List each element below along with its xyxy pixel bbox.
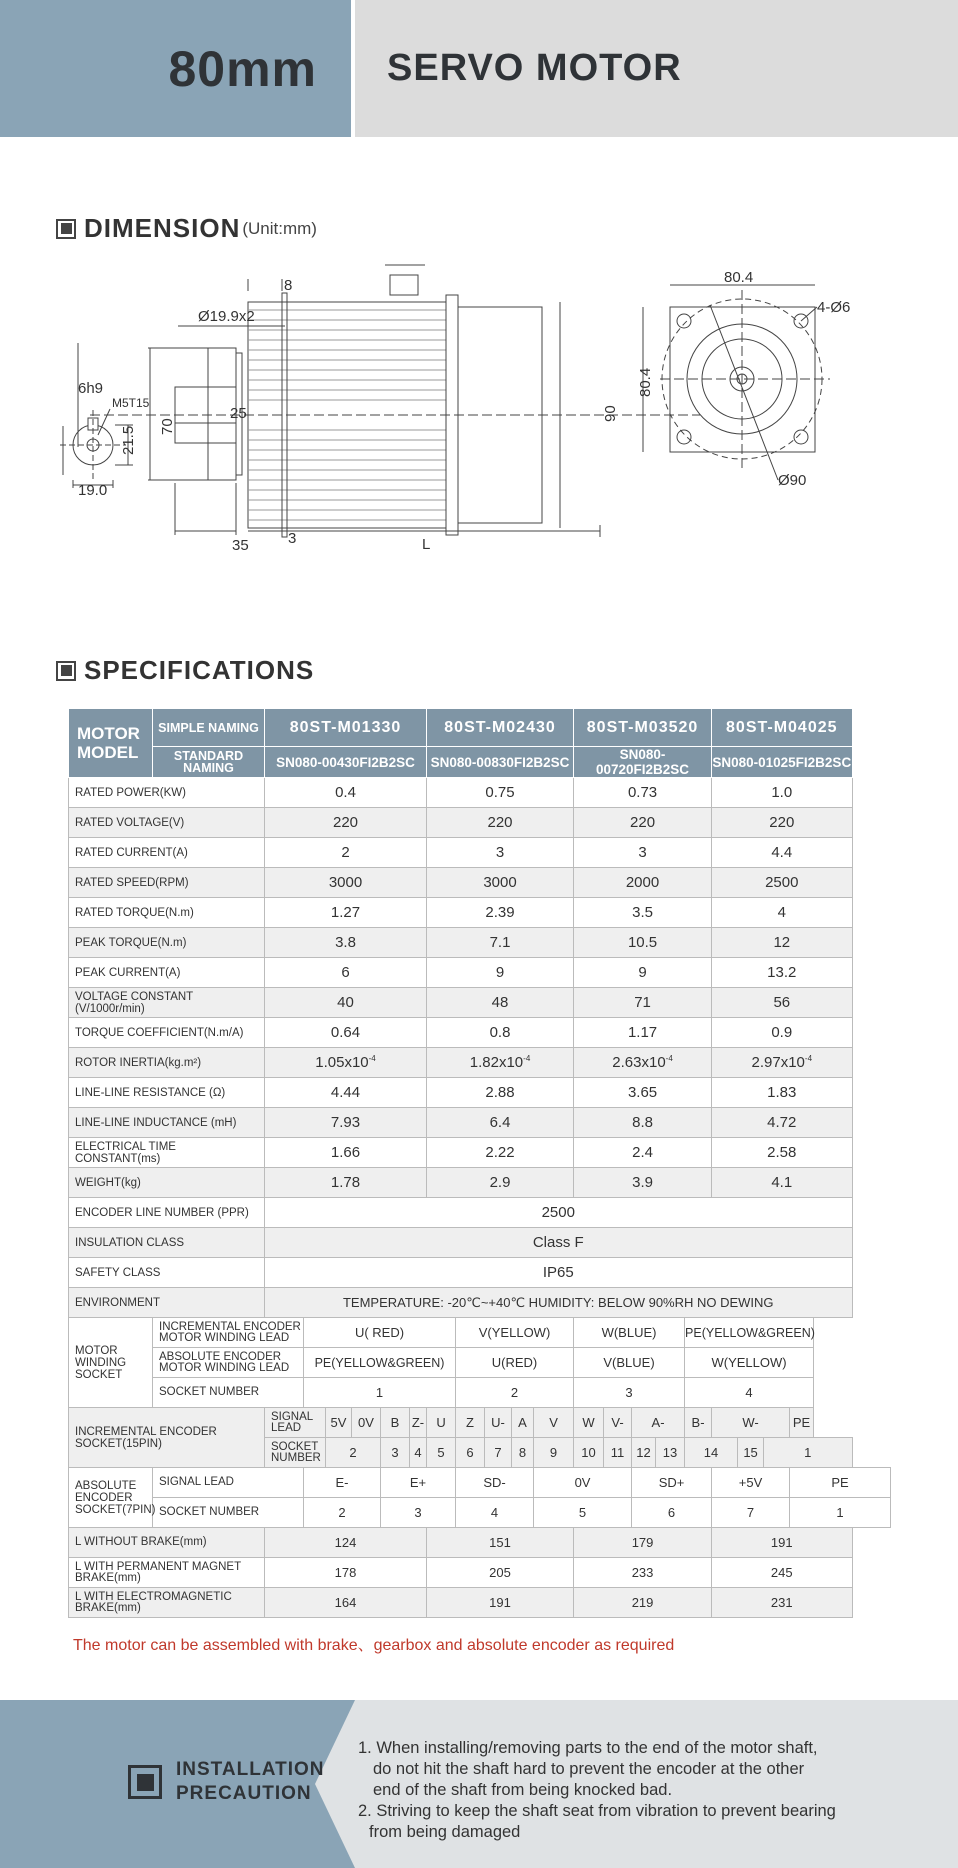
pin-number: 13 bbox=[656, 1438, 685, 1468]
sub-label: ABSOLUTE ENCODER MOTOR WINDING LEAD bbox=[153, 1348, 304, 1378]
cell: 3000 bbox=[427, 868, 574, 898]
dim-mount-holes: 4-Ø6 bbox=[817, 299, 851, 316]
cell: 1.0 bbox=[712, 778, 852, 808]
row-label: L WITHOUT BRAKE(mm) bbox=[69, 1528, 265, 1558]
cell: 3 bbox=[427, 838, 574, 868]
row-label: RATED TORQUE(N.m) bbox=[69, 898, 265, 928]
table-row bbox=[69, 1258, 891, 1288]
cell: 4 bbox=[712, 898, 852, 928]
simple-naming-label: SIMPLE NAMING bbox=[153, 709, 265, 747]
dim-flange-width: 80.4 bbox=[724, 269, 754, 286]
standard-4: SN080-01025FI2B2SC bbox=[712, 747, 852, 778]
row-label: PEAK TORQUE(N.m) bbox=[69, 928, 265, 958]
header-title-block bbox=[355, 0, 958, 137]
pin-number: 7 bbox=[712, 1498, 790, 1528]
dim-pitch-circle: Ø90 bbox=[778, 472, 807, 489]
cell: U(RED) bbox=[456, 1348, 574, 1378]
cell: 191 bbox=[712, 1528, 852, 1558]
pin-number: 10 bbox=[574, 1438, 604, 1468]
row-label: LINE-LINE INDUCTANCE (mH) bbox=[69, 1108, 265, 1138]
precaution-item-1: 1. When installing/removing parts to the end of the motor shaft, bbox=[358, 1739, 818, 1757]
row-label: L WITH PERMANENT MAGNET BRAKE(mm) bbox=[69, 1558, 265, 1588]
precaution-list bbox=[358, 1738, 918, 1843]
sub-label: SOCKET NUMBER bbox=[153, 1498, 304, 1528]
cell: 1.78 bbox=[265, 1168, 427, 1198]
cell: 178 bbox=[265, 1558, 427, 1588]
pin-signal: SD+ bbox=[632, 1468, 712, 1498]
pin-signal: PE bbox=[790, 1468, 891, 1498]
dim-shaft-length: 35 bbox=[232, 537, 249, 554]
cell: 220 bbox=[574, 808, 712, 838]
cell: V(BLUE) bbox=[574, 1348, 685, 1378]
pin-number: 2 bbox=[304, 1498, 381, 1528]
cell: V(YELLOW) bbox=[456, 1318, 574, 1348]
table-row bbox=[69, 838, 891, 868]
cell: 13.2 bbox=[712, 958, 852, 988]
cell: PE(YELLOW&GREEN) bbox=[685, 1318, 814, 1348]
standard-1: SN080-00430FI2B2SC bbox=[265, 747, 427, 778]
cell: 219 bbox=[574, 1588, 712, 1618]
dim-body-height: 90 bbox=[602, 405, 619, 422]
precaution-item-2: 2. Striving to keep the shaft seat from vibration to prevent bearing bbox=[358, 1802, 836, 1820]
dimension-heading bbox=[56, 213, 317, 244]
specifications-heading bbox=[56, 655, 314, 686]
cell: 2.22 bbox=[427, 1138, 574, 1168]
cell: 220 bbox=[427, 808, 574, 838]
pin-number: 15 bbox=[738, 1438, 764, 1468]
model-3: 80ST-M03520 bbox=[574, 709, 712, 747]
specifications-title: SPECIFICATIONS bbox=[84, 655, 315, 685]
page-header bbox=[0, 0, 958, 137]
table-row bbox=[69, 1048, 891, 1078]
cell: 3.5 bbox=[574, 898, 712, 928]
pin-number: 6 bbox=[456, 1438, 485, 1468]
table-row bbox=[69, 1078, 891, 1108]
cell: 2.88 bbox=[427, 1078, 574, 1108]
row-label: PEAK CURRENT(A) bbox=[69, 958, 265, 988]
table-row bbox=[69, 1018, 891, 1048]
cell: 4.44 bbox=[265, 1078, 427, 1108]
standard-naming-label: STANDARD NAMING bbox=[153, 747, 265, 778]
pin-signal: W- bbox=[712, 1408, 790, 1438]
table-row bbox=[69, 928, 891, 958]
pin-signal: E+ bbox=[381, 1468, 456, 1498]
cell: 3.8 bbox=[265, 928, 427, 958]
pin-signal: V- bbox=[604, 1408, 632, 1438]
pin-signal: +5V bbox=[712, 1468, 790, 1498]
cell: 2000 bbox=[574, 868, 712, 898]
pin-signal: B- bbox=[685, 1408, 712, 1438]
cell: 1.17 bbox=[574, 1018, 712, 1048]
row-label: TORQUE COEFFICIENT(N.m/A) bbox=[69, 1018, 265, 1048]
cell: 7.1 bbox=[427, 928, 574, 958]
cell: 1.83 bbox=[712, 1078, 852, 1108]
installation-footer bbox=[0, 1700, 958, 1868]
cell: PE(YELLOW&GREEN) bbox=[304, 1348, 456, 1378]
header-size-block bbox=[0, 0, 351, 137]
table-row bbox=[69, 1168, 891, 1198]
standard-3: SN080-00720FI2B2SC bbox=[574, 747, 712, 778]
cell: 2.58 bbox=[712, 1138, 852, 1168]
cell: 124 bbox=[265, 1528, 427, 1558]
dim-body-length: L bbox=[422, 536, 431, 553]
model-1: 80ST-M01330 bbox=[265, 709, 427, 747]
dim-flange-height: 80.4 bbox=[637, 367, 654, 397]
row-label: RATED SPEED(RPM) bbox=[69, 868, 265, 898]
row-label: ENCODER LINE NUMBER (PPR) bbox=[69, 1198, 265, 1228]
dimension-title: DIMENSION bbox=[84, 213, 241, 243]
cell: 191 bbox=[427, 1588, 574, 1618]
cell: 1.66 bbox=[265, 1138, 427, 1168]
row-label: ENVIRONMENT bbox=[69, 1288, 265, 1318]
row-label: INCREMENTAL ENCODER SOCKET(15PIN) bbox=[69, 1408, 265, 1468]
row-label: VOLTAGE CONSTANT (V/1000r/min) bbox=[69, 988, 265, 1018]
cell: 4.4 bbox=[712, 838, 852, 868]
table-row bbox=[69, 1228, 891, 1258]
cell: 220 bbox=[265, 808, 427, 838]
cell: 164 bbox=[265, 1588, 427, 1618]
pin-signal: E- bbox=[304, 1468, 381, 1498]
cell: 9 bbox=[427, 958, 574, 988]
pin-signal: 5V bbox=[326, 1408, 352, 1438]
dim-thread: M5T15 bbox=[112, 396, 150, 410]
row-label: LINE-LINE RESISTANCE (Ω) bbox=[69, 1078, 265, 1108]
precaution-heading bbox=[128, 1758, 325, 1806]
cell: W(BLUE) bbox=[574, 1318, 685, 1348]
cell: 4.1 bbox=[712, 1168, 852, 1198]
table-row bbox=[69, 1468, 891, 1498]
dim-key-width: 19.0 bbox=[78, 482, 108, 499]
table-row bbox=[69, 1318, 891, 1348]
standard-2: SN080-00830FI2B2SC bbox=[427, 747, 574, 778]
dim-shaft-fit: 6h9 bbox=[78, 380, 104, 397]
cell: W(YELLOW) bbox=[685, 1348, 814, 1378]
pin-number: 1 bbox=[790, 1498, 891, 1528]
row-label: MOTOR WINDING SOCKET bbox=[69, 1318, 153, 1408]
cell: 3000 bbox=[265, 868, 427, 898]
cell: 151 bbox=[427, 1528, 574, 1558]
cell: 48 bbox=[427, 988, 574, 1018]
pin-signal: SD- bbox=[456, 1468, 534, 1498]
motor-side-view bbox=[90, 265, 700, 554]
table-row bbox=[69, 808, 891, 838]
cell: 2.9 bbox=[427, 1168, 574, 1198]
cell: $1.82x10^{-4}$ bbox=[427, 1048, 574, 1078]
cell: 12 bbox=[712, 928, 852, 958]
pin-number: 5 bbox=[534, 1498, 632, 1528]
cell: 56 bbox=[712, 988, 852, 1018]
row-label: ELECTRICAL TIME CONSTANT(ms) bbox=[69, 1138, 265, 1168]
cell: 0.64 bbox=[265, 1018, 427, 1048]
cell: 1 bbox=[304, 1378, 456, 1408]
cell: 231 bbox=[712, 1588, 852, 1618]
pin-number: 12 bbox=[632, 1438, 656, 1468]
row-label: INSULATION CLASS bbox=[69, 1228, 265, 1258]
cell: 0.8 bbox=[427, 1018, 574, 1048]
pin-number: 4 bbox=[410, 1438, 427, 1468]
dimension-unit: (Unit:mm) bbox=[242, 218, 317, 238]
dim-key-height: 21.5 bbox=[120, 425, 137, 455]
table-row bbox=[69, 1558, 891, 1588]
pin-signal: 0V bbox=[352, 1408, 381, 1438]
precaution-title-1: INSTALLATION bbox=[176, 1759, 325, 1780]
cell: 9 bbox=[574, 958, 712, 988]
square-bullet-icon bbox=[128, 1765, 162, 1799]
cell: 71 bbox=[574, 988, 712, 1018]
cell: 4.72 bbox=[712, 1108, 852, 1138]
header-size: 80mm bbox=[168, 40, 317, 97]
standard-naming-row bbox=[69, 747, 891, 778]
table-row bbox=[69, 1348, 891, 1378]
pin-number: 14 bbox=[685, 1438, 738, 1468]
cell: Class F bbox=[265, 1228, 853, 1258]
square-bullet-icon bbox=[56, 661, 76, 681]
cell: 179 bbox=[574, 1528, 712, 1558]
cell: 7.93 bbox=[265, 1108, 427, 1138]
pin-signal: PE bbox=[790, 1408, 814, 1438]
sub-label: SOCKET NUMBER bbox=[265, 1438, 326, 1468]
cell: U( RED) bbox=[304, 1318, 456, 1348]
assembly-note: The motor can be assembled with brake、gearbox and absolute encoder as required bbox=[73, 1637, 675, 1654]
row-label: RATED VOLTAGE(V) bbox=[69, 808, 265, 838]
dim-length-8: 8 bbox=[284, 277, 293, 294]
sub-label: SIGNAL LEAD bbox=[153, 1468, 304, 1498]
pin-number: 1 bbox=[764, 1438, 852, 1468]
table-row bbox=[69, 1498, 891, 1528]
cell: TEMPERATURE: -20℃~+40℃ HUMIDITY: BELOW 90%RH NO DEWING bbox=[265, 1288, 853, 1318]
table-row bbox=[69, 1588, 891, 1618]
pin-signal: Z- bbox=[410, 1408, 427, 1438]
cell: 1.27 bbox=[265, 898, 427, 928]
table-row bbox=[69, 1378, 891, 1408]
model-2: 80ST-M02430 bbox=[427, 709, 574, 747]
cell: 4 bbox=[685, 1378, 814, 1408]
cell: $2.63x10^{-4}$ bbox=[574, 1048, 712, 1078]
square-bullet-icon bbox=[56, 219, 76, 239]
pin-number: 3 bbox=[381, 1498, 456, 1528]
table-row bbox=[69, 1108, 891, 1138]
cell: 2 bbox=[456, 1378, 574, 1408]
table-row bbox=[69, 1528, 891, 1558]
motor-model-label: MOTOR MODEL bbox=[69, 709, 153, 778]
cell: 2 bbox=[265, 838, 427, 868]
cell: $2.97x10^{-4}$ bbox=[712, 1048, 852, 1078]
pin-signal: V bbox=[534, 1408, 574, 1438]
precaution-item-1-cont: end of the shaft from being knocked bad. bbox=[373, 1781, 673, 1799]
table-row bbox=[69, 898, 891, 928]
pin-signal: U bbox=[427, 1408, 456, 1438]
model-4: 80ST-M04025 bbox=[712, 709, 852, 747]
cell: 220 bbox=[712, 808, 852, 838]
model-row bbox=[69, 709, 891, 747]
table-row bbox=[69, 988, 891, 1018]
cell: 2.39 bbox=[427, 898, 574, 928]
dim-flange-3: 3 bbox=[288, 530, 297, 547]
pin-signal: W bbox=[574, 1408, 604, 1438]
cell: 2500 bbox=[265, 1198, 853, 1228]
specifications-table bbox=[68, 708, 891, 1618]
cell: 40 bbox=[265, 988, 427, 1018]
cell: $1.05x10^{-4}$ bbox=[265, 1048, 427, 1078]
cell: 6 bbox=[265, 958, 427, 988]
shaft-end-view bbox=[60, 343, 150, 499]
row-label: SAFETY CLASS bbox=[69, 1258, 265, 1288]
table-row bbox=[69, 1408, 891, 1438]
dim-shaft-diameter: Ø19.9x2 bbox=[198, 308, 255, 325]
row-label: RATED CURRENT(A) bbox=[69, 838, 265, 868]
cell: 3 bbox=[574, 838, 712, 868]
table-row bbox=[69, 1138, 891, 1168]
pin-number: 7 bbox=[485, 1438, 512, 1468]
flange-front-view bbox=[637, 269, 850, 489]
pin-signal: 0V bbox=[534, 1468, 632, 1498]
dim-flange-pilot: 70 bbox=[159, 418, 176, 435]
pin-signal: B bbox=[381, 1408, 410, 1438]
pin-number: 4 bbox=[456, 1498, 534, 1528]
header-title: SERVO MOTOR bbox=[387, 47, 682, 89]
cell: 6.4 bbox=[427, 1108, 574, 1138]
sub-label: SIGNAL LEAD bbox=[265, 1408, 326, 1438]
table-row bbox=[69, 1198, 891, 1228]
cell: 0.9 bbox=[712, 1018, 852, 1048]
pin-signal: Z bbox=[456, 1408, 485, 1438]
cell: 2.4 bbox=[574, 1138, 712, 1168]
cell: 2500 bbox=[712, 868, 852, 898]
pin-number: 2 bbox=[326, 1438, 381, 1468]
precaution-title-2: PRECAUTION bbox=[176, 1783, 312, 1804]
cell: 3.65 bbox=[574, 1078, 712, 1108]
table-row bbox=[69, 958, 891, 988]
row-label: WEIGHT(kg) bbox=[69, 1168, 265, 1198]
row-label: ROTOR INERTIA(kg.m²) bbox=[69, 1048, 265, 1078]
sub-label: INCREMENTAL ENCODER MOTOR WINDING LEAD bbox=[153, 1318, 304, 1348]
cell: 3 bbox=[574, 1378, 685, 1408]
cell: 233 bbox=[574, 1558, 712, 1588]
dimension-drawing bbox=[60, 269, 910, 575]
cell: 0.73 bbox=[574, 778, 712, 808]
cell: 245 bbox=[712, 1558, 852, 1588]
cell: 10.5 bbox=[574, 928, 712, 958]
pin-number: 8 bbox=[512, 1438, 534, 1468]
table-row bbox=[69, 1288, 891, 1318]
cell: IP65 bbox=[265, 1258, 853, 1288]
cell: 0.4 bbox=[265, 778, 427, 808]
table-row bbox=[69, 868, 891, 898]
cell: 205 bbox=[427, 1558, 574, 1588]
row-label: L WITH ELECTROMAGNETIC BRAKE(mm) bbox=[69, 1588, 265, 1618]
pin-number: 9 bbox=[534, 1438, 574, 1468]
precaution-item-2-cont: from being damaged bbox=[369, 1823, 521, 1841]
pin-number: 11 bbox=[604, 1438, 632, 1468]
pin-number: 3 bbox=[381, 1438, 410, 1468]
sub-label: SOCKET NUMBER bbox=[153, 1378, 304, 1408]
cell: 8.8 bbox=[574, 1108, 712, 1138]
cell: 0.75 bbox=[427, 778, 574, 808]
row-label: ABSOLUTE ENCODER SOCKET(7PIN) bbox=[69, 1468, 153, 1528]
pin-number: 5 bbox=[427, 1438, 456, 1468]
dim-key-length: 25 bbox=[230, 405, 247, 422]
precaution-item-1-cont: do not hit the shaft hard to prevent the encoder at the other bbox=[373, 1760, 805, 1778]
cell: 3.9 bbox=[574, 1168, 712, 1198]
pin-signal: A- bbox=[632, 1408, 685, 1438]
pin-number: 6 bbox=[632, 1498, 712, 1528]
pin-signal: A bbox=[512, 1408, 534, 1438]
pin-signal: U- bbox=[485, 1408, 512, 1438]
row-label: RATED POWER(KW) bbox=[69, 778, 265, 808]
table-row bbox=[69, 778, 891, 808]
